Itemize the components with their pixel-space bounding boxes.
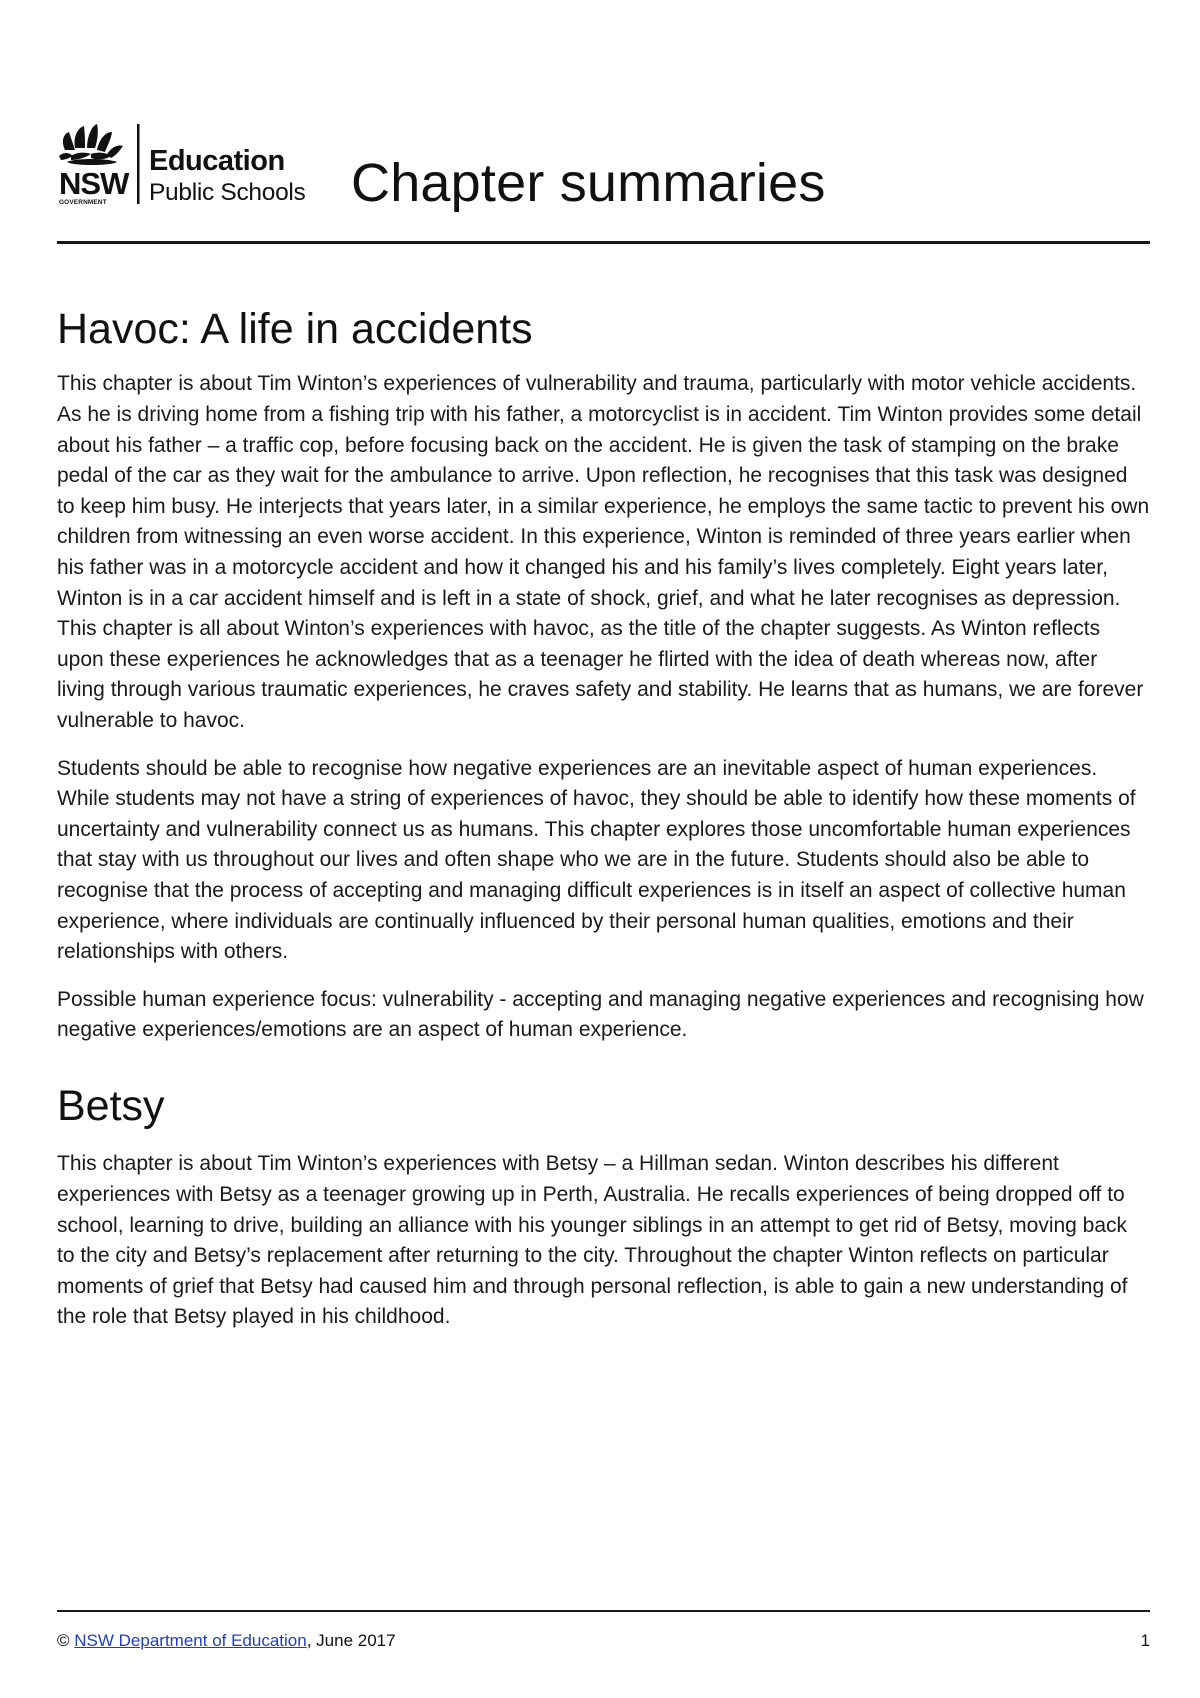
body-paragraph: Possible human experience focus: vulnerability - accepting and managing negative experiences and recognising how negative experiences/emotions are an aspect of human experience. [57, 987, 1144, 1042]
section-heading-havoc: Havoc: A life in accidents [57, 305, 533, 353]
footer-date: , June 2017 [306, 1631, 396, 1650]
page-number: 1 [1140, 1631, 1150, 1650]
header-divider [57, 241, 1150, 244]
nsw-department-link[interactable]: NSW Department of Education [74, 1631, 307, 1650]
page-footer [57, 1630, 1150, 1652]
svg-text:Education: Education [149, 145, 285, 177]
document-header [57, 118, 1150, 218]
body-paragraph: This chapter is about Tim Winton’s experiences of vulnerability and trauma, particularly with motor vehicle accidents. As he is driving home from a fishing trip with his father, a motorcyclist is in accident. Tim Winton provides some detail about his father – a traffic cop, before focusing back on the accident. He is given the task of stamping on the brake pedal of the car as they wait for the ambulance to arrive. Upon reflection, he recognises that this task was designed to keep him busy. He interjects that years later, in a similar experience, he employs the same tactic to prevent his own children from witnessing an even worse accident. In this experience, Winton is reminded of three years earlier when his father was in a motorcycle accident and how it changed his and his family’s lives completely. Eight years later, Winton is in a car accident himself and is left in a state of shock, grief, and what he later recognises as depression. This chapter is all about Winton’s experiences with havoc, as the title of the chapter suggests. As Winton reflects upon these experiences he acknowledges that as a teenager he flirted with the idea of death whereas now, after living through various traumatic experiences, he craves safety and stability. He learns that as humans, we are forever vulnerable to havoc. [57, 372, 1150, 732]
svg-text:Public Schools: Public Schools [149, 179, 306, 206]
page-title: Chapter summaries [351, 153, 826, 213]
copyright-symbol: © [57, 1631, 70, 1650]
body-paragraph: Students should be able to recognise how negative experiences are an inevitable aspect of human experiences. While students may not have a string of experiences of havoc, they should be able to identify how these moments of uncertainty and vulnerability connect us as humans. This chapter explores those uncomfortable human experiences that stay with us throughout our lives and often shape who we are in the future. Students should also be able to recognise that the process of accepting and managing difficult experiences is in itself an aspect of collective human experience, where individuals are continually influenced by their personal human qualities, emotions and their relationships with others. [57, 756, 1136, 964]
body-paragraph: This chapter is about Tim Winton’s experiences with Betsy – a Hillman sedan. Winton describes his different experiences with Betsy as a teenager growing up in Perth, Australia. He recalls experiences of being dropped off to school, learning to drive, building an alliance with his younger siblings in an attempt to get rid of Betsy, moving back to the city and Betsy’s replacement after returning to the city. Throughout the chapter Winton reflects on particular moments of grief that Betsy had caused him and through personal reflection, is able to gain a new understanding of the role that Betsy played in his childhood. [57, 1152, 1128, 1329]
footer-divider [57, 1610, 1150, 1612]
svg-text:NSW: NSW [59, 166, 129, 201]
svg-text:GOVERNMENT: GOVERNMENT [59, 199, 107, 206]
waratah-logo-icon [57, 122, 337, 206]
document-body [57, 305, 1150, 1333]
document-page [57, 0, 1150, 1698]
nsw-education-logo [57, 122, 337, 206]
section-heading-betsy: Betsy [57, 1081, 165, 1130]
